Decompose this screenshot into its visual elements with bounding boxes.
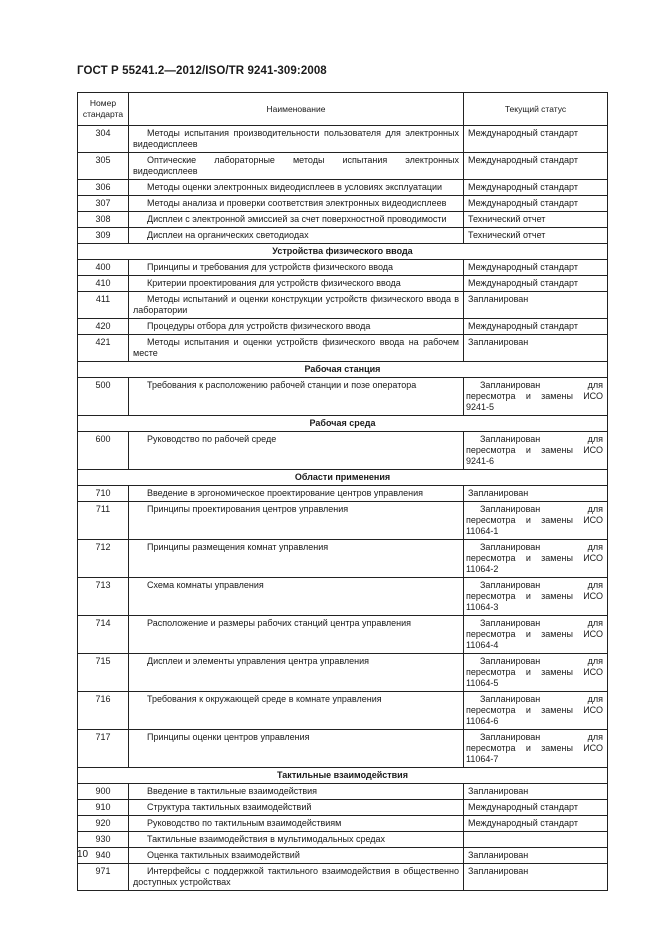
section-title: Рабочая среда xyxy=(78,416,608,432)
standard-name: Дисплеи с электронной эмиссией за счет поверхностной проводимости xyxy=(129,212,464,228)
standard-status: Международный стандарт xyxy=(464,126,608,153)
standard-status: Технический отчет xyxy=(464,212,608,228)
standard-name: Требования к окружающей среде в комнате управления xyxy=(129,692,464,730)
standard-number: 711 xyxy=(78,502,129,540)
table-row xyxy=(78,832,608,848)
standard-name: Методы оценки электронных видеодисплеев в условиях эксплуатации xyxy=(129,180,464,196)
standard-status: Международный стандарт xyxy=(464,800,608,816)
standard-status: Международный стандарт xyxy=(464,319,608,335)
standard-status: Технический отчет xyxy=(464,228,608,244)
standard-number: 307 xyxy=(78,196,129,212)
standard-number: 713 xyxy=(78,578,129,616)
table-row xyxy=(78,692,608,730)
standard-name: Руководство по рабочей среде xyxy=(129,432,464,470)
standard-number: 715 xyxy=(78,654,129,692)
standard-number: 710 xyxy=(78,486,129,502)
standard-name: Принципы оценки центров управления xyxy=(129,730,464,768)
standard-number: 717 xyxy=(78,730,129,768)
standard-number: 400 xyxy=(78,260,129,276)
table-row xyxy=(78,800,608,816)
standard-number: 600 xyxy=(78,432,129,470)
standard-status: Запланирован xyxy=(464,335,608,362)
standard-name: Принципы размещения комнат управления xyxy=(129,540,464,578)
section-row xyxy=(78,416,608,432)
table-row xyxy=(78,378,608,416)
standard-status: Запланирован для пересмотра и замены ИСО 11064-5 xyxy=(464,654,608,692)
standard-status: Международный стандарт xyxy=(464,153,608,180)
table-body xyxy=(78,126,608,891)
standard-number: 714 xyxy=(78,616,129,654)
standard-name: Принципы проектирования центров управления xyxy=(129,502,464,540)
standard-name: Методы испытаний и оценки конструкции устройств физического ввода в лаборатории xyxy=(129,292,464,319)
standard-status: Запланирован для пересмотра и замены ИСО 11064-4 xyxy=(464,616,608,654)
standard-name: Принципы и требования для устройств физического ввода xyxy=(129,260,464,276)
standard-name: Дисплеи и элементы управления центра управления xyxy=(129,654,464,692)
table-row xyxy=(78,784,608,800)
standard-number: 930 xyxy=(78,832,129,848)
standard-name: Процедуры отбора для устройств физического ввода xyxy=(129,319,464,335)
table-row xyxy=(78,212,608,228)
table-row xyxy=(78,616,608,654)
standard-name: Методы испытания производительности пользователя для электронных видеодисплеев xyxy=(129,126,464,153)
section-title: Области применения xyxy=(78,470,608,486)
standard-name: Дисплеи на органических светодиодах xyxy=(129,228,464,244)
standard-name: Введение в эргономическое проектирование центров управления xyxy=(129,486,464,502)
table-row xyxy=(78,153,608,180)
page-number: 10 xyxy=(77,849,89,860)
standard-number: 500 xyxy=(78,378,129,416)
standard-status: Запланирован xyxy=(464,292,608,319)
standard-number: 716 xyxy=(78,692,129,730)
standard-status: Международный стандарт xyxy=(464,276,608,292)
standard-name: Структура тактильных взаимодействий xyxy=(129,800,464,816)
standard-number: 971 xyxy=(78,864,129,891)
standard-number: 910 xyxy=(78,800,129,816)
section-title: Устройства физического ввода xyxy=(78,244,608,260)
standard-status: Запланирован для пересмотра и замены ИСО 9241-6 xyxy=(464,432,608,470)
column-header-status: Текущий статус xyxy=(464,93,608,126)
standard-number: 304 xyxy=(78,126,129,153)
standard-name: Тактильные взаимодействия в мультимодальных средах xyxy=(129,832,464,848)
table-row xyxy=(78,319,608,335)
section-title: Тактильные взаимодействия xyxy=(78,768,608,784)
section-row xyxy=(78,768,608,784)
standard-number: 421 xyxy=(78,335,129,362)
standard-status: Запланирован xyxy=(464,784,608,800)
standard-name: Расположение и размеры рабочих станций центра управления xyxy=(129,616,464,654)
section-row xyxy=(78,470,608,486)
standard-status: Международный стандарт xyxy=(464,260,608,276)
table-row xyxy=(78,486,608,502)
table-row xyxy=(78,260,608,276)
standard-name: Схема комнаты управления xyxy=(129,578,464,616)
table-row xyxy=(78,335,608,362)
standard-status: Запланирован xyxy=(464,848,608,864)
standard-status xyxy=(464,832,608,848)
table-row xyxy=(78,196,608,212)
standard-name: Методы анализа и проверки соответствия электронных видеодисплеев xyxy=(129,196,464,212)
column-header-number: Номер стандарта xyxy=(78,93,129,126)
standard-name: Критерии проектирования для устройств физического ввода xyxy=(129,276,464,292)
standard-name: Введение в тактильные взаимодействия xyxy=(129,784,464,800)
standard-number: 306 xyxy=(78,180,129,196)
standard-number: 305 xyxy=(78,153,129,180)
standard-status: Запланирован для пересмотра и замены ИСО 11064-7 xyxy=(464,730,608,768)
standard-name: Оптические лабораторные методы испытания электронных видеодисплеев xyxy=(129,153,464,180)
standard-name: Руководство по тактильным взаимодействиям xyxy=(129,816,464,832)
table-row xyxy=(78,276,608,292)
standard-status: Запланирован для пересмотра и замены ИСО 11064-1 xyxy=(464,502,608,540)
table-row xyxy=(78,292,608,319)
table-row xyxy=(78,180,608,196)
document-title: ГОСТ Р 55241.2—2012/ISO/TR 9241-309:2008 xyxy=(77,65,327,77)
table-header-row xyxy=(78,93,608,126)
standard-number: 940 xyxy=(78,848,129,864)
table-row xyxy=(78,848,608,864)
standard-status: Запланирован xyxy=(464,864,608,891)
standard-status: Запланирован для пересмотра и замены ИСО 11064-3 xyxy=(464,578,608,616)
table-row xyxy=(78,126,608,153)
standard-name: Оценка тактильных взаимодействий xyxy=(129,848,464,864)
standards-table xyxy=(77,92,608,891)
standard-number: 411 xyxy=(78,292,129,319)
table-row xyxy=(78,540,608,578)
standard-number: 712 xyxy=(78,540,129,578)
section-row xyxy=(78,244,608,260)
standard-status: Запланирован для пересмотра и замены ИСО 9241-5 xyxy=(464,378,608,416)
standard-number: 308 xyxy=(78,212,129,228)
standard-number: 309 xyxy=(78,228,129,244)
standard-status: Запланирован для пересмотра и замены ИСО 11064-2 xyxy=(464,540,608,578)
column-header-name: Наименование xyxy=(129,93,464,126)
table-row xyxy=(78,578,608,616)
standard-status: Международный стандарт xyxy=(464,180,608,196)
section-row xyxy=(78,362,608,378)
standard-status: Запланирован xyxy=(464,486,608,502)
standard-number: 900 xyxy=(78,784,129,800)
table-row xyxy=(78,654,608,692)
standard-number: 920 xyxy=(78,816,129,832)
table-row xyxy=(78,432,608,470)
standard-number: 420 xyxy=(78,319,129,335)
table-row xyxy=(78,730,608,768)
standard-name: Требования к расположению рабочей станции и позе оператора xyxy=(129,378,464,416)
table-row xyxy=(78,816,608,832)
standard-name: Интерфейсы с поддержкой тактильного взаимодействия в общественно доступных устройствах xyxy=(129,864,464,891)
standard-status: Международный стандарт xyxy=(464,196,608,212)
table-row xyxy=(78,502,608,540)
standard-name: Методы испытания и оценки устройств физического ввода на рабочем месте xyxy=(129,335,464,362)
standard-status: Запланирован для пересмотра и замены ИСО 11064-6 xyxy=(464,692,608,730)
standard-status: Международный стандарт xyxy=(464,816,608,832)
table-row xyxy=(78,864,608,891)
standard-number: 410 xyxy=(78,276,129,292)
table-row xyxy=(78,228,608,244)
section-title: Рабочая станция xyxy=(78,362,608,378)
